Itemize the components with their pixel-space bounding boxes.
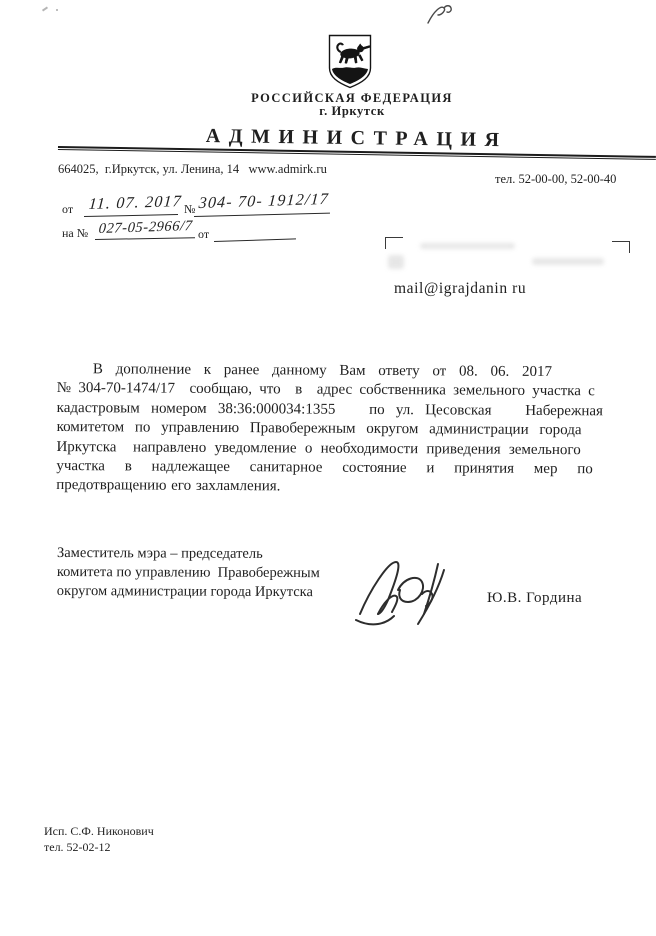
ref-from-label: от [62,202,74,216]
body-line: участка в надлежащее санитарное состояние и принятия мер по [56,458,593,478]
body-line: предотвращению его захламления. [56,477,281,495]
handwritten-signature-icon [352,550,454,628]
signatory-position-line: комитета по управлению Правобережным [56,564,320,582]
addressee-corner-mark-right [612,241,630,253]
letterhead-phone: тел. 52-00-00, 52-00-40 [495,172,617,186]
ref-number-underline [194,213,330,217]
faded-text-smudge [388,255,404,269]
addressee-corner-mark-left [385,237,403,249]
letterhead-country: РОССИЙСКАЯ ФЕДЕРАЦИЯ [251,91,453,105]
executor-name: Исп. С.Ф. Никонович [44,824,154,838]
ref-reply-number-handwritten: 027-05-2966/7 [98,217,194,237]
signatory-position-line: Заместитель мэра – председатель [56,545,263,562]
executor-block [44,824,154,855]
body-line: кадастровым номером 38:36:000034:1355 по ул. Цесовская Набережная [56,399,603,420]
signatory-position-line: округом администрации города Иркутска [56,583,313,601]
ref-number-handwritten: 304- 70- 1912/17 [198,190,330,212]
addressee-email: mail@igrajdanin ru [394,280,527,297]
ref-reply-underline [95,237,195,240]
ref-number-label: № [184,202,196,216]
body-line: комитетом по управлению Правобережным округом администрации города [56,419,582,439]
signatory-position [57,544,320,603]
letterhead-org-title: АДМИНИСТРАЦИЯ [205,125,508,152]
irkutsk-coat-of-arms-icon [327,34,373,90]
faded-text-smudge [420,243,515,249]
letterhead-address: 664025, г.Иркутск, ул. Ленина, 14 www.admirk.ru [58,162,327,176]
ref-date-handwritten: 11. 07. 2017 [88,193,183,213]
ref-date-underline [84,214,178,217]
scan-artifact-dot [56,9,58,11]
ref-reply-label: на № [62,226,89,240]
signatory-name: Ю.В. Гордина [487,590,583,606]
letterhead-city: г. Иркутск [319,104,385,118]
executor-phone: тел. 52-02-12 [44,839,111,854]
ref-reply-from-label: от [198,227,210,241]
letter-body [56,360,627,499]
handwritten-pen-mark-icon [426,3,460,27]
body-line: В дополнение к ранее данному Вам ответу от 08. 06. 2017 [92,361,553,381]
scan-artifact-mark [42,6,48,11]
faded-text-smudge [532,258,604,265]
body-line: № 304-70-1474/17 сообщаю, что в адрес собственника земельного участка с [56,380,595,400]
body-line: Иркутска направлено уведомление о необходимости приведения земельного [56,438,581,458]
ref-reply-date-underline [214,238,296,242]
